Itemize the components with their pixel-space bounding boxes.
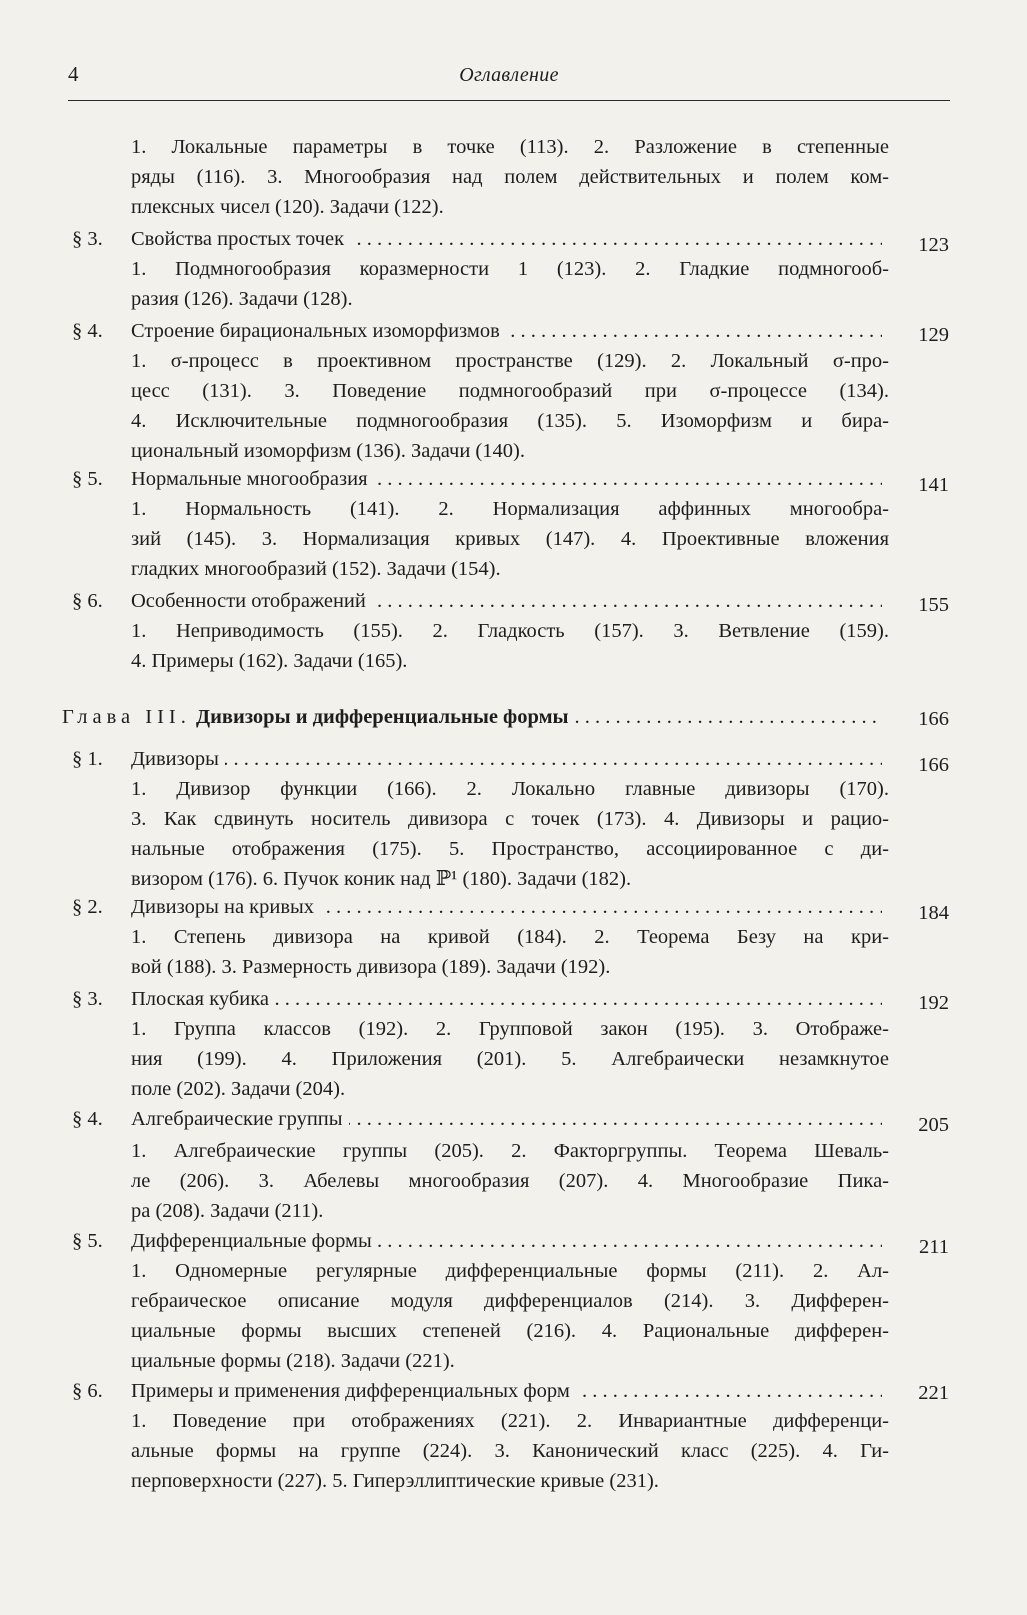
page-reference: 221 [918,1382,949,1404]
toc-line: циальные формы (218). Задачи (221). [131,1350,455,1372]
section-title[interactable]: Плоская кубика . . . [131,984,882,1014]
page-reference: 123 [918,234,949,256]
section-title[interactable]: Строение бирациональных изоморфизмов . . . [131,316,882,346]
toc-line: визором (176). 6. Пучок коник над ℙ¹ (180). Задачи (182). [131,868,632,890]
section-title[interactable]: Дифференциальные формы . . . [131,1226,882,1256]
toc-line: нальные отображения (175). 5. Пространство, ассоциированное с ди- [131,838,889,860]
section-number: § 4. [72,1108,103,1130]
toc-line: 1. Подмногообразия коразмерности 1 (123). 2. Гладкие подмногооб- [131,258,889,280]
section-title[interactable]: Нормальные многообразия . . . [131,464,882,494]
toc-line: зий (145). 3. Нормализация кривых (147). 4. Проективные вложения [131,528,889,550]
page-reference: 155 [918,594,949,616]
chapter-title: Дивизоры и дифференциальные формы [196,706,575,728]
page-reference: 141 [918,474,949,496]
toc-line: 1. Неприводимость (155). 2. Гладкость (157). 3. Ветвление (159). [131,620,889,642]
toc-line: ле (206). 3. Абелевы многообразия (207). 4. Многообразие Пика- [131,1170,889,1192]
toc-line: циональный изоморфизм (136). Задачи (140). [131,440,525,462]
toc-line: поле (202). Задачи (204). [131,1078,346,1100]
section-number: § 4. [72,320,103,342]
section-title[interactable]: Особенности отображений . . . [131,586,882,616]
toc-line: ния (199). 4. Приложения (201). 5. Алгебраически незамкнутое [131,1048,889,1070]
section-number: § 1. [72,748,103,770]
toc-line: 4. Исключительные подмногообразия (135). 5. Изоморфизм и бира- [131,410,889,432]
chapter-label: Глава III. [62,706,191,728]
toc-line: 1. Алгебраические группы (205). 2. Факторгруппы. Теорема Шеваль- [131,1140,889,1162]
page-reference: 211 [919,1236,949,1258]
toc-line: 3. Как сдвинуть носитель дивизора с точек (173). 4. Дивизоры и рацио- [131,808,889,830]
section-number: § 5. [72,1230,103,1252]
page-reference: 166 [918,754,949,776]
section-number: § 6. [72,590,103,612]
section-number: § 6. [72,1380,103,1402]
toc-line: 4. Примеры (162). Задачи (165). [131,650,408,672]
chapter-heading[interactable] [62,702,882,732]
toc-line: ряды (116). 3. Многообразия над полем действительных и полем ком- [131,166,889,188]
toc-line: вой (188). 3. Размерность дивизора (189). Задачи (192). [131,956,611,978]
section-number: § 3. [72,988,103,1010]
toc-line: 1. Поведение при отображениях (221). 2. Инвариантные дифференци- [131,1410,889,1432]
toc-line: плексных чисел (120). Задачи (122). [131,196,444,218]
page-number: 4 [68,62,79,86]
page-reference: 129 [918,324,949,346]
toc-line: циальные формы высших степеней (216). 4. Рациональные дифферен- [131,1320,889,1342]
toc-line: 1. Локальные параметры в точке (113). 2. Разложение в степенные [131,136,889,158]
toc-line: 1. Степень дивизора на кривой (184). 2. Теорема Безу на кри- [131,926,889,948]
toc-line: 1. Нормальность (141). 2. Нормализация аффинных многообра- [131,498,889,520]
running-title: Оглавление [459,64,559,86]
section-title[interactable]: Дивизоры . . . [131,744,882,774]
toc-line: 1. Одномерные регулярные дифференциальные формы (211). 2. Ал- [131,1260,889,1282]
section-number: § 3. [72,228,103,250]
section-number: § 2. [72,896,103,918]
toc-line: альные формы на группе (224). 3. Канонический класс (225). 4. Ги- [131,1440,889,1462]
page-reference: 166 [918,708,949,730]
toc-line: 1. Группа классов (192). 2. Групповой закон (195). 3. Отображе- [131,1018,889,1040]
toc-line: гладких многообразий (152). Задачи (154). [131,558,501,580]
section-title[interactable]: Примеры и применения дифференциальных форм . . . [131,1376,882,1406]
toc-line: перповерхности (227). 5. Гиперэллиптические кривые (231). [131,1470,659,1492]
toc-line: 1. σ-процесс в проективном пространстве (129). 2. Локальный σ-про- [131,350,889,372]
toc-line: ра (208). Задачи (211). [131,1200,324,1222]
toc-line: разия (126). Задачи (128). [131,288,353,310]
page-header [68,60,950,101]
toc-line: гебраическое описание модуля дифференциалов (214). 3. Дифферен- [131,1290,889,1312]
section-title[interactable]: Свойства простых точек . . . [131,224,882,254]
page-reference: 205 [918,1114,949,1136]
toc-line: цесс (131). 3. Поведение подмногообразий при σ-процессе (134). [131,380,889,402]
page-reference: 184 [918,902,949,924]
section-title[interactable]: Дивизоры на кривых . . . [131,892,882,922]
section-number: § 5. [72,468,103,490]
section-title[interactable]: Алгебраические группы . . . [131,1104,882,1134]
page-reference: 192 [918,992,949,1014]
toc-line: 1. Дивизор функции (166). 2. Локально главные дивизоры (170). [131,778,889,800]
